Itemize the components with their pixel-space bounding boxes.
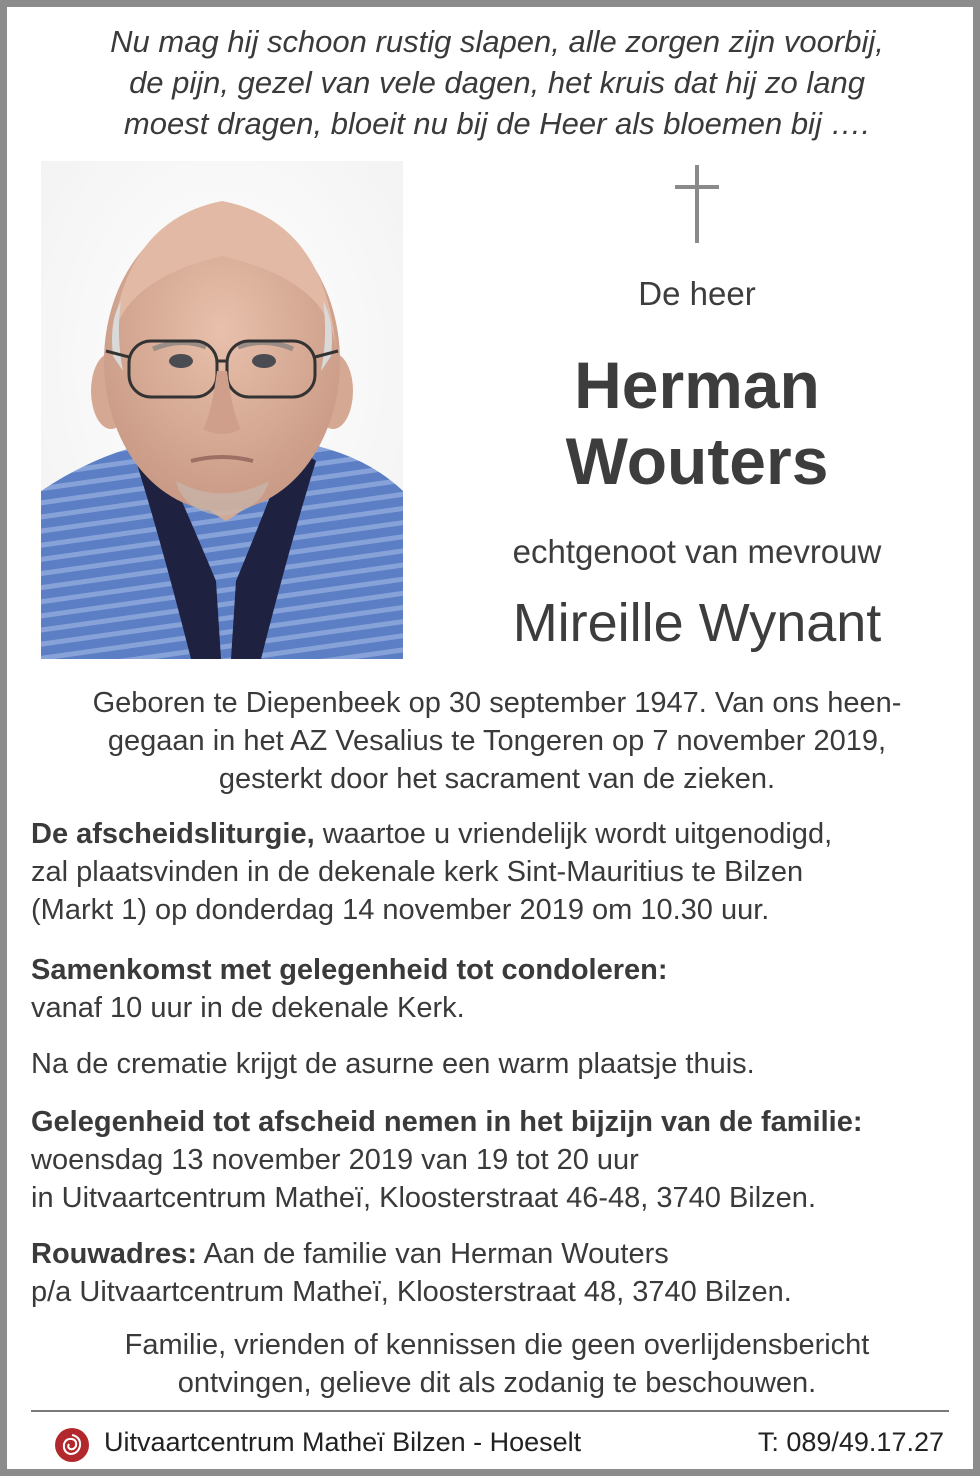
liturgy-label: De afscheidsliturgie, xyxy=(31,818,315,850)
honorific: De heer xyxy=(638,275,756,312)
portrait-illustration xyxy=(41,161,403,659)
birth-line: Geboren te Diepenbeek op 30 september 1947. Van ons heen- xyxy=(92,687,902,719)
footer-divider xyxy=(31,1410,949,1412)
farewell-text: woensdag 13 november 2019 van 19 tot 20 uur xyxy=(31,1144,639,1176)
liturgy-text: zal plaatsvinden in de dekenale kerk Sint-Mauritius te Bilzen xyxy=(31,856,804,888)
cremation-text: Na de crematie krijgt de asurne een warm plaatsje thuis. xyxy=(31,1048,755,1080)
first-name: Herman xyxy=(574,348,820,422)
farewell-text: in Uitvaartcentrum Matheï, Kloosterstraat 46-48, 3740 Bilzen. xyxy=(31,1182,816,1214)
closing-note xyxy=(27,1326,967,1402)
last-name: Wouters xyxy=(565,424,829,498)
liturgy-section xyxy=(31,815,971,929)
address-section xyxy=(31,1235,971,1311)
condolences-label: Samenkomst met gelegenheid tot condoleren: xyxy=(31,954,668,986)
poem-line: Nu mag hij schoon rustig slapen, alle zorgen zijn voorbij, xyxy=(110,24,884,59)
birth-line: gegaan in het AZ Vesalius te Tongeren op 7 november 2019, xyxy=(107,725,887,757)
spouse-name: Mireille Wynant xyxy=(512,593,882,653)
poem-line: de pijn, gezel van vele dagen, het kruis dat hij zo lang xyxy=(129,65,865,100)
funeral-home-name: Uitvaartcentrum Matheï Bilzen - Hoeselt xyxy=(104,1427,582,1457)
birth-death-info xyxy=(27,684,967,798)
address-label: Rouwadres: xyxy=(31,1238,197,1270)
footer xyxy=(7,1417,980,1471)
poem-line: moest dragen, bloeit nu bij de Heer als bloemen bij …. xyxy=(123,106,871,141)
funeral-home-phone: T: 089/49.17.27 xyxy=(757,1427,944,1457)
spouse-prefix: echtgenoot van mevrouw xyxy=(512,533,882,570)
address-text: Aan de familie van Herman Wouters xyxy=(196,1238,669,1270)
cross-icon xyxy=(675,165,719,243)
portrait-photo xyxy=(41,161,403,659)
liturgy-text: (Markt 1) op donderdag 14 november 2019 om 10.30 uur. xyxy=(31,894,770,926)
closing-line: ontvingen, gelieve dit als zodanig te beschouwen. xyxy=(177,1367,817,1399)
poem xyxy=(47,21,947,144)
rose-logo-icon xyxy=(54,1427,90,1463)
address-text: p/a Uitvaartcentrum Matheï, Kloosterstraat 48, 3740 Bilzen. xyxy=(31,1276,792,1308)
farewell-section xyxy=(31,1103,971,1217)
condolences-text: vanaf 10 uur in de dekenale Kerk. xyxy=(31,992,465,1024)
liturgy-text: waartoe u vriendelijk wordt uitgenodigd, xyxy=(314,818,833,850)
deceased-name xyxy=(477,347,917,499)
farewell-label: Gelegenheid tot afscheid nemen in het bijzijn van de familie: xyxy=(31,1106,863,1138)
closing-line: Familie, vrienden of kennissen die geen overlijdensbericht xyxy=(124,1329,870,1361)
cremation-section xyxy=(31,1045,971,1083)
birth-line: gesterkt door het sacrament van de zieken. xyxy=(218,763,776,795)
condolences-section xyxy=(31,951,971,1027)
